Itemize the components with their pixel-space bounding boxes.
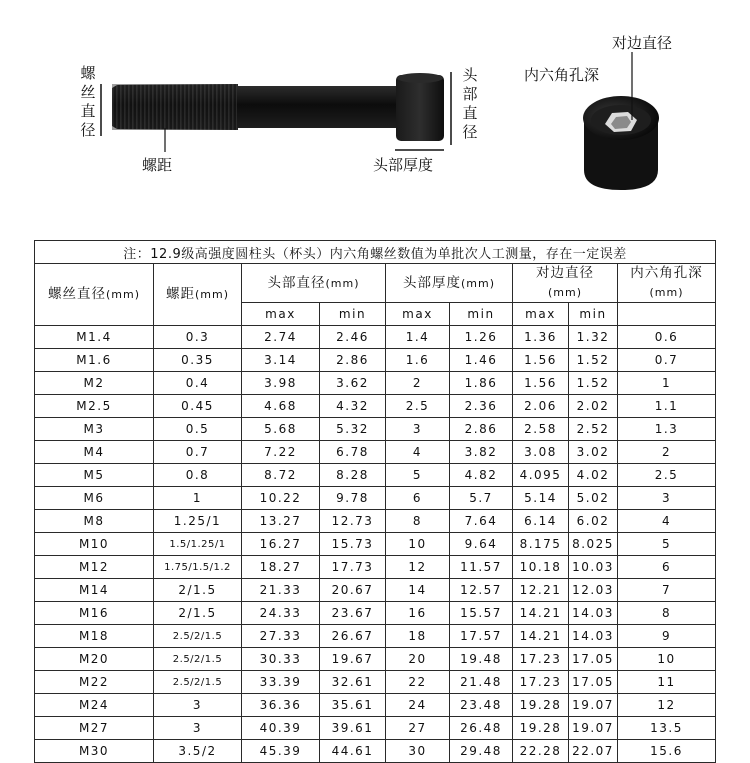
cell-pitch: 0.4 [154,372,242,395]
cell-head-dia-max: 4.68 [242,395,320,418]
cell-socket-depth: 6 [618,556,716,579]
cell-af-max: 17.23 [513,671,569,694]
cell-size: M5 [35,464,154,487]
cell-head-thk-max: 16 [386,602,450,625]
cell-af-max: 14.21 [513,625,569,648]
cell-pitch: 1 [154,487,242,510]
cell-socket-depth: 3 [618,487,716,510]
table-row [35,694,716,717]
cell-head-dia-min: 12.73 [320,510,386,533]
cell-head-thk-min: 3.82 [450,441,513,464]
cell-head-thk-max: 3 [386,418,450,441]
table-row [35,671,716,694]
cell-af-max: 5.14 [513,487,569,510]
cell-size: M16 [35,602,154,625]
cell-head-thk-min: 5.7 [450,487,513,510]
cell-pitch: 0.7 [154,441,242,464]
cell-socket-depth: 15.6 [618,740,716,763]
cell-af-min: 19.07 [569,694,618,717]
cell-socket-depth: 0.7 [618,349,716,372]
cell-head-thk-max: 8 [386,510,450,533]
cell-af-max: 19.28 [513,694,569,717]
cell-af-min: 14.03 [569,602,618,625]
socket-head-view [583,96,659,190]
cell-af-min: 19.07 [569,717,618,740]
table-row [35,579,716,602]
cell-pitch: 3.5/2 [154,740,242,763]
cell-head-dia-min: 17.73 [320,556,386,579]
cell-socket-depth: 2.5 [618,464,716,487]
cell-head-thk-max: 5 [386,464,450,487]
cell-head-dia-min: 4.32 [320,395,386,418]
header-row [35,264,716,303]
header-min: min [569,303,618,326]
cell-af-max: 1.36 [513,326,569,349]
cell-af-min: 17.05 [569,648,618,671]
table-row [35,418,716,441]
cell-head-thk-min: 23.48 [450,694,513,717]
table-row [35,625,716,648]
cell-af-min: 1.52 [569,349,618,372]
cell-socket-depth: 1 [618,372,716,395]
cell-socket-depth: 13.5 [618,717,716,740]
cell-head-dia-min: 9.78 [320,487,386,510]
cell-pitch: 0.35 [154,349,242,372]
spec-table [34,240,716,763]
cell-head-dia-max: 5.68 [242,418,320,441]
cell-head-dia-max: 45.39 [242,740,320,763]
cell-head-thk-max: 10 [386,533,450,556]
cell-af-max: 6.14 [513,510,569,533]
table-row [35,487,716,510]
cell-head-dia-min: 19.67 [320,648,386,671]
cell-head-dia-max: 36.36 [242,694,320,717]
cell-head-thk-max: 27 [386,717,450,740]
cell-af-min: 8.025 [569,533,618,556]
cell-head-dia-min: 6.78 [320,441,386,464]
cell-head-dia-max: 10.22 [242,487,320,510]
cell-af-max: 4.095 [513,464,569,487]
cell-head-dia-min: 5.32 [320,418,386,441]
cell-head-thk-min: 7.64 [450,510,513,533]
cell-af-max: 8.175 [513,533,569,556]
cell-pitch: 3 [154,694,242,717]
cell-af-min: 4.02 [569,464,618,487]
cell-head-dia-max: 3.98 [242,372,320,395]
cell-socket-depth: 9 [618,625,716,648]
cell-head-dia-max: 27.33 [242,625,320,648]
cell-size: M22 [35,671,154,694]
header-min: min [450,303,513,326]
header-blank [618,303,716,326]
cell-socket-depth: 12 [618,694,716,717]
cell-socket-depth: 1.3 [618,418,716,441]
cell-socket-depth: 11 [618,671,716,694]
cell-head-thk-min: 29.48 [450,740,513,763]
header-pitch: 螺距(mm) [154,264,242,326]
header-thread-diameter: 螺丝直径(mm) [35,264,154,326]
header-max: max [386,303,450,326]
cell-head-dia-max: 33.39 [242,671,320,694]
bolt-head [396,73,444,141]
cell-socket-depth: 10 [618,648,716,671]
cell-head-thk-min: 19.48 [450,648,513,671]
cell-head-dia-min: 23.67 [320,602,386,625]
cell-af-min: 6.02 [569,510,618,533]
cell-head-thk-min: 15.57 [450,602,513,625]
header-head-thickness: 头部厚度(mm) [386,264,513,303]
cell-head-dia-min: 35.61 [320,694,386,717]
cell-size: M4 [35,441,154,464]
cell-af-min: 22.07 [569,740,618,763]
cell-head-thk-min: 26.48 [450,717,513,740]
cell-size: M30 [35,740,154,763]
cell-head-dia-max: 13.27 [242,510,320,533]
cell-size: M2.5 [35,395,154,418]
cell-head-dia-min: 2.46 [320,326,386,349]
cell-head-dia-min: 3.62 [320,372,386,395]
cell-head-dia-max: 30.33 [242,648,320,671]
cell-size: M2 [35,372,154,395]
cell-af-max: 2.06 [513,395,569,418]
cell-af-max: 17.23 [513,648,569,671]
header-max: max [242,303,320,326]
cell-af-max: 10.18 [513,556,569,579]
cell-head-thk-min: 1.86 [450,372,513,395]
cell-pitch: 3 [154,717,242,740]
cell-size: M24 [35,694,154,717]
cell-socket-depth: 4 [618,510,716,533]
cell-head-dia-min: 39.61 [320,717,386,740]
cell-af-max: 2.58 [513,418,569,441]
table-row [35,326,716,349]
cell-head-thk-min: 2.36 [450,395,513,418]
cell-size: M6 [35,487,154,510]
cell-socket-depth: 7 [618,579,716,602]
table-row [35,602,716,625]
table-row [35,533,716,556]
across-flats-label: 对边直径 [612,34,673,52]
cell-head-thk-min: 1.46 [450,349,513,372]
cell-head-dia-max: 40.39 [242,717,320,740]
cell-af-min: 5.02 [569,487,618,510]
cell-head-thk-max: 20 [386,648,450,671]
head-thickness-label: 头部厚度 [373,156,434,174]
cell-socket-depth: 2 [618,441,716,464]
cell-head-thk-min: 9.64 [450,533,513,556]
cell-pitch: 2.5/2/1.5 [154,625,242,648]
table-note: 注：12.9级高强度圆柱头（杯头）内六角螺丝数值为单批次人工测量，存在一定误差 [35,241,716,264]
cell-head-thk-min: 2.86 [450,418,513,441]
cell-af-min: 12.03 [569,579,618,602]
cell-pitch: 0.45 [154,395,242,418]
cell-af-min: 10.03 [569,556,618,579]
cell-head-dia-max: 18.27 [242,556,320,579]
cell-head-thk-min: 11.57 [450,556,513,579]
cell-af-max: 1.56 [513,349,569,372]
cell-head-thk-min: 21.48 [450,671,513,694]
cell-size: M27 [35,717,154,740]
cell-af-max: 3.08 [513,441,569,464]
cell-head-thk-max: 18 [386,625,450,648]
cell-pitch: 1.75/1.5/1.2 [154,556,242,579]
bolt-shank [237,86,399,128]
cell-head-dia-max: 16.27 [242,533,320,556]
cell-head-thk-max: 1.4 [386,326,450,349]
cell-head-thk-min: 1.26 [450,326,513,349]
pitch-label: 螺距 [142,156,173,174]
cell-size: M14 [35,579,154,602]
cell-socket-depth: 5 [618,533,716,556]
cell-af-min: 2.52 [569,418,618,441]
table-row [35,349,716,372]
header-across-flats: 对边直径 (mm) [513,264,618,303]
cell-head-thk-max: 24 [386,694,450,717]
table-row [35,372,716,395]
cell-head-thk-max: 14 [386,579,450,602]
cell-head-dia-max: 7.22 [242,441,320,464]
cell-head-dia-min: 32.61 [320,671,386,694]
cell-head-dia-max: 2.74 [242,326,320,349]
cell-head-thk-max: 4 [386,441,450,464]
cell-head-dia-min: 2.86 [320,349,386,372]
cell-socket-depth: 8 [618,602,716,625]
header-head-diameter: 头部直径(mm) [242,264,386,303]
cell-af-min: 2.02 [569,395,618,418]
cell-size: M18 [35,625,154,648]
cell-head-thk-min: 12.57 [450,579,513,602]
header-min: min [320,303,386,326]
cell-size: M8 [35,510,154,533]
table-row [35,464,716,487]
hex-socket-depth-label: 内六角孔深 [524,66,600,84]
cell-af-max: 22.28 [513,740,569,763]
cell-head-dia-max: 21.33 [242,579,320,602]
table-row [35,510,716,533]
cell-pitch: 1.5/1.25/1 [154,533,242,556]
cell-head-dia-min: 26.67 [320,625,386,648]
table-row [35,556,716,579]
cell-pitch: 2.5/2/1.5 [154,671,242,694]
table-row [35,648,716,671]
table-row [35,717,716,740]
cell-head-thk-max: 30 [386,740,450,763]
cell-af-max: 1.56 [513,372,569,395]
cell-size: M3 [35,418,154,441]
cell-size: M20 [35,648,154,671]
table-row [35,441,716,464]
cell-pitch: 2/1.5 [154,602,242,625]
table-row [35,740,716,763]
thread-diameter-label: 螺 丝 直 径 [80,64,96,139]
cell-pitch: 0.3 [154,326,242,349]
cell-head-thk-max: 1.6 [386,349,450,372]
cell-head-dia-min: 20.67 [320,579,386,602]
table-row [35,395,716,418]
cell-af-max: 12.21 [513,579,569,602]
cell-af-min: 17.05 [569,671,618,694]
cell-af-max: 19.28 [513,717,569,740]
cell-head-thk-max: 6 [386,487,450,510]
cell-size: M1.6 [35,349,154,372]
cell-pitch: 2.5/2/1.5 [154,648,242,671]
cell-pitch: 2/1.5 [154,579,242,602]
head-diameter-label: 头 部 直 径 [462,66,478,141]
cell-pitch: 1.25/1 [154,510,242,533]
cell-head-dia-max: 8.72 [242,464,320,487]
cell-af-min: 1.52 [569,372,618,395]
cell-head-thk-max: 2.5 [386,395,450,418]
note-row [35,241,716,264]
cell-size: M10 [35,533,154,556]
cell-head-dia-max: 3.14 [242,349,320,372]
header-max: max [513,303,569,326]
cell-head-dia-min: 44.61 [320,740,386,763]
cell-af-max: 14.21 [513,602,569,625]
cell-socket-depth: 1.1 [618,395,716,418]
cell-size: M1.4 [35,326,154,349]
header-hex-socket-depth: 内六角孔深 (mm) [618,264,716,303]
cell-head-thk-max: 22 [386,671,450,694]
cell-af-min: 1.32 [569,326,618,349]
cell-head-dia-max: 24.33 [242,602,320,625]
bolt-thread [112,84,238,130]
cell-head-thk-max: 12 [386,556,450,579]
cell-pitch: 0.8 [154,464,242,487]
cell-head-thk-min: 4.82 [450,464,513,487]
cell-size: M12 [35,556,154,579]
cell-head-thk-max: 2 [386,372,450,395]
cell-pitch: 0.5 [154,418,242,441]
cell-af-min: 14.03 [569,625,618,648]
cell-head-thk-min: 17.57 [450,625,513,648]
cell-af-min: 3.02 [569,441,618,464]
cell-socket-depth: 0.6 [618,326,716,349]
cell-head-dia-min: 8.28 [320,464,386,487]
cell-head-dia-min: 15.73 [320,533,386,556]
